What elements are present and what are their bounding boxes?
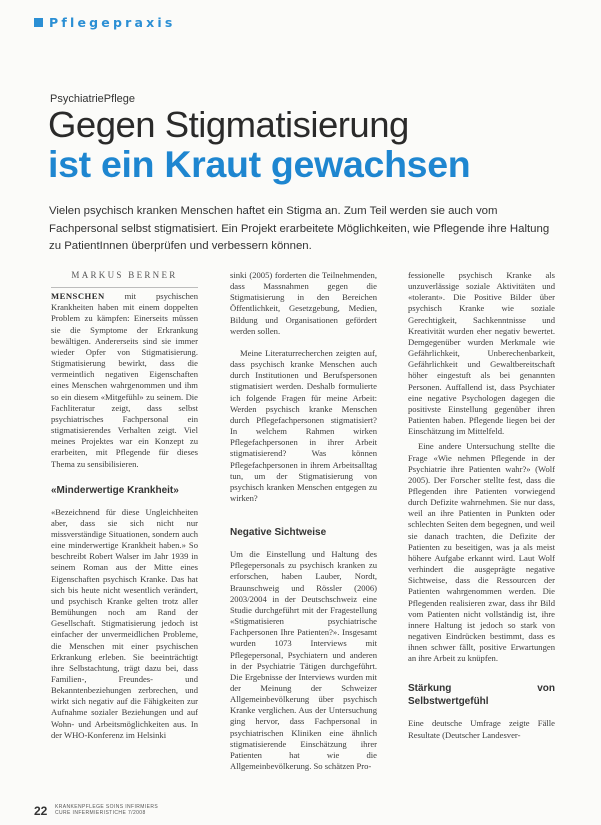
byline-rule: [51, 287, 198, 288]
journal-footer: [55, 804, 158, 816]
column-1-paragraph-2: «Bezeichnend für diese Ungleichheiten aber, dass sie sich nicht nur missverständige Situationen, sondern auch eine minderwertige Krankheit haben.» So beschreibt Robert Walser im Jahr 1939 in seinem Roman aus der Mitte eines Eigenschaften psychisch Kranke. Das hat sich bis heute nicht wesentlich verändert, und psychisch Kranke gelten trotz aller Bemühungen noch am Rand der Gesellschaft. Stigmatisierung jedoch ist einfacher der unvermeidlichen Probleme, die Menschen mit einer psychischen Erkrankung erleben. Sie beeinträchtigt ihre Selbstachtung, trägt dazu bei, dass Familien-, Freundes- und Bekanntenbeziehungen zerbrechen, und wirkt sich negativ auf die Fähigkeiten zur Aufnahme sozialer Beziehungen und auf Wohn- und Arbeitsmöglichkeiten aus. In der WHO-Konferenz im Helsinki: [51, 506, 198, 740]
column-2-paragraph-1: sinki (2005) forderten die Teilnehmenden, dass Massnahmen gegen die Stigmatisierung in den Bereichen Öffentlichkeit, Gesetzgebung, Medien, Bildung und Organisationen gefördert werden sollen.: [230, 270, 377, 336]
column-1-paragraph-1: [51, 291, 198, 470]
section-title: Pflegepraxis: [49, 15, 176, 30]
article-kicker: PsychiatriePflege: [50, 93, 135, 105]
lead-word: MENSCHEN: [51, 291, 105, 302]
text-column-3: [408, 270, 555, 741]
journal-footer-line-2: CURE INFERMIERISTICHE 7/2008: [55, 810, 146, 816]
subheading-minderwertige-krankheit: «Minderwertige Krankheit»: [51, 484, 179, 496]
section-header: [34, 15, 176, 30]
column-3-paragraph-2: Eine andere Untersuchung stellte die Frage «Wie nehmen Pflegende in der Psychiatrie ihre Patienten wahr?» (Wolf 2005). Der Forscher stellte fest, dass die Pflegenden ihre Patienten vorwiegend durch Defizite wahrnehmen. Sie nur dass, weil an ihre Patienten in Punkten oder schlechten Seiten dem begegnen, und weil sie danach trachten, die Defizite der Patienten zu beseitigen, was ja als meist höhere Aufgabe erkannt wird. Laut Wolf verhindert die ausgeprägte negative Sichtweise, dass die Ressourcen der Patienten wahrgenommen werden. Die Pflegenden realisieren zwar, dass ihr Bild vom Patienten nicht vollständig ist, ihre innere Haltung ist jedoch so stark von negativen Eindrücken bestimmt, dass es ihnen schwer fällt, positive Erwartungen an ihre Arbeit zu knüpfen.: [408, 441, 555, 664]
column-2-paragraph-3: Um die Einstellung und Haltung des Pflegepersonals zu psychisch kranken zu erforschen, haben Lauber, Nordt, Braunschweig und Rössler (2006) 2003/2004 in der Deutschschweiz eine Studie durchgeführt mit der Fragestellung «Stigmatisieren psychiatrische Fachpersonen Ihre Patienten?». Insgesamt wurden 1073 Interviews mit Pflegepersonal, Psychiatern und anderen in der Psychiatrie Tätigen durchgeführt. Die Ergebnisse der Interviews wurden mit der Meinung der Schweizer Allgemeinbevölkerung über psychisch Kranke verglichen. Aus der Untersuchung ging hervor, dass Fachpersonal in psychiatrischen Kliniken eine ähnlich stigmatisierende Einschätzung ihrer Patienten hat wie die Allgemeinbevölkerung. So schätzen Pro-: [230, 549, 377, 772]
subheading-negative-sichtweise: Negative Sichtweise: [230, 527, 327, 539]
column-2-paragraph-2: Meine Literaturrecherchen zeigten auf, dass psychisch kranke Menschen auch durch Institutionen und Berufspersonen stigmatisiert werden. Deshalb formulierte ich folgende Fragen für meine Arbeit: Werden psychisch kranke Menschen durch Pflegefachpersonen stigmatisiert? In welchem Rahmen wirken Pflegefachpersonen in ihrer Arbeit stigmatisierend? Was können Pflegefachpersonen in ihrem Arbeitsalltag tun, um der Stigmatisierung von psychisch kranken Menschen entgegen zu wirken?: [230, 347, 377, 503]
article-lead: Vielen psychisch kranken Menschen haftet ein Stigma an. Zum Teil werden sie auch vom Fachpersonal selbst stigmatisiert. Ein Projekt erarbeitete Möglichkeiten, wie Pflegende ihre Haltung zu PatientInnen überprüfen und verbessern können.: [49, 205, 550, 253]
headline-line-1: Gegen Stigmatisierung: [48, 104, 409, 145]
column-3-paragraph-3: Eine deutsche Umfrage zeigte Fälle Resultate (Deutscher Landesver-: [408, 718, 555, 740]
section-square-icon: [34, 18, 43, 27]
subheading-staerkung-selbstwertgefuehl: Stärkung von Selbstwertgefühl: [408, 683, 555, 708]
column-3-paragraph-1: fessionelle psychisch Kranke als unzuverlässige soziale Aktivitäten und «tolerant». Die Positive Bilder über psychisch Kranke wie soziale Gerechtigkeit, Sachkenntnisse und Kreativität wurden eher negativ bewertet. Demgegenüber wurden Merkmale wie Gefährlichkeit, Unberechenbarkeit, Gefährlichkeit und Gewaltbereitschaft höher eingestuft als bei genannten Personen. Auffallend ist, dass Psychiater eine negative Psychologen dagegen die positivste Einstellung gegenüber ihren Patienten haben. Pflegende liegen bei der Einschätzung im Mittelfeld.: [408, 270, 555, 437]
text-column-1: [51, 270, 198, 741]
journal-footer-line-1: KRANKENPFLEGE SOINS INFIRMIERS: [55, 804, 159, 810]
author-byline: MARKUS BERNER: [71, 270, 178, 280]
paragraph-text: mit psychischen Krankheiten haben mit einem doppelten Problem zu kämpfen: Einerseits müssen sie die Symptome der Erkrankung bewältigen. Andererseits sind sie immer wieder Opfer von Stigmatisierung. Stigmatisierung bewirkt, dass die vermeintlich negativen Eigenschaften eines Menschen wahrgenommen und ihm so ein diesem «Mitgefühl» zu seinem. Die Fachliteratur zeigt, dass selbst psychiatrisches Fachpersonal ein stigmatisierendes Verhalten zeigt. Viel meines Projektes war ein Konzept zu erarbeiten, mit Pflegende für dieses Thema zu sensibilisieren.: [51, 291, 198, 469]
text-column-2: [230, 270, 377, 772]
headline-line-2: ist ein Kraut gewachsen: [48, 143, 471, 185]
page-number: 22: [34, 804, 48, 818]
